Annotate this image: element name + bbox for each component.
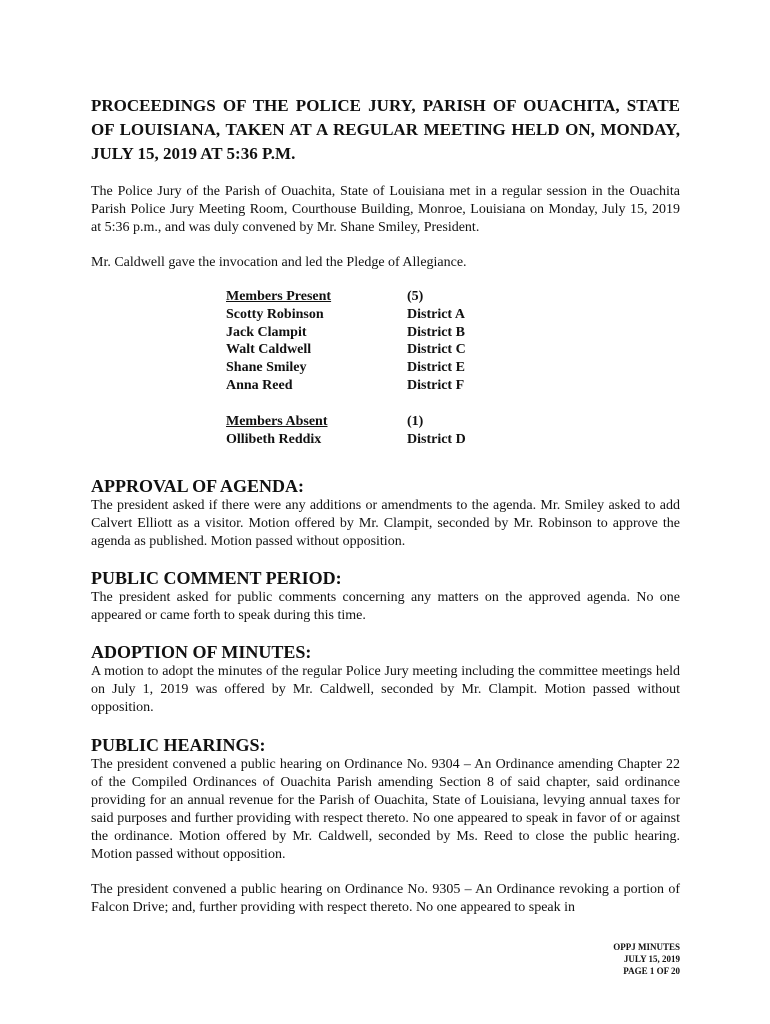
members-absent-label: Members Absent — [226, 413, 328, 429]
section-heading-public-hearings: PUBLIC HEARINGS: — [91, 735, 266, 756]
members-absent-count: (1) — [407, 413, 424, 429]
member-row — [226, 359, 680, 377]
member-name: Jack Clampit — [226, 324, 307, 340]
document-page — [91, 94, 680, 917]
section-paragraph: The president convened a public hearing on Ordinance No. 9304 – An Ordinance amending Chapter 22 of the Compiled Ordinances of Ouachita Parish amending Section 8 of said chapter, said ordinance providing for an annual revenue for the Parish of Ouachita, State of Louisiana, levying annual taxes for said purposes and further providing with respect thereto. No one appeared to speak in favor of or against the ordinance. Motion offered by Mr. Caldwell, seconded by Ms. Reed to close the public hearing. Motion passed without opposition. — [91, 757, 680, 863]
intro-paragraph: The Police Jury of the Parish of Ouachita, State of Louisiana met in a regular session in the Ouachita Parish Police Jury Meeting Room, Courthouse Building, Monroe, Louisiana on Monday, July 15, 2019 at 5:36 p.m., and was duly convened by Mr. Shane Smiley, President. — [91, 184, 680, 235]
member-district: District F — [407, 377, 465, 393]
roster-spacer — [226, 395, 680, 413]
document-title: PROCEEDINGS OF THE POLICE JURY, PARISH OF OUACHITA, STATE OF LOUISIANA, TAKEN AT A REGULAR MEETING HELD ON, MONDAY, JULY 15, 2019 AT 5:36 P.M. — [91, 96, 680, 163]
member-district: District A — [407, 306, 465, 322]
members-present-header — [226, 288, 680, 306]
members-present-count: (5) — [407, 289, 424, 304]
section-heading-approval-of-agenda: APPROVAL OF AGENDA: — [91, 476, 305, 497]
member-name: Anna Reed — [226, 377, 293, 393]
invocation-paragraph: Mr. Caldwell gave the invocation and led the Pledge of Allegiance. — [91, 255, 467, 270]
member-row — [226, 377, 680, 395]
member-roster — [226, 288, 680, 448]
footer-document-name: OPPJ MINUTES — [613, 942, 680, 952]
member-row — [226, 324, 680, 342]
member-district: District E — [407, 360, 465, 376]
member-name: Shane Smiley — [226, 360, 307, 376]
footer-date: JULY 15, 2019 — [623, 954, 680, 964]
member-name: Ollibeth Reddix — [226, 431, 322, 447]
member-district: District B — [407, 324, 465, 340]
member-row — [226, 306, 680, 324]
section-heading-adoption-of-minutes: ADOPTION OF MINUTES: — [91, 642, 312, 663]
member-row — [226, 341, 680, 359]
members-present-label: Members Present — [226, 289, 332, 304]
section-paragraph: The president asked for public comments concerning any matters on the approved agenda. No one appeared or came forth to speak during this time. — [91, 590, 680, 624]
page-footer — [613, 941, 680, 977]
member-name: Scotty Robinson — [226, 306, 324, 322]
member-district: District C — [407, 342, 466, 358]
footer-page-number: PAGE 1 OF 20 — [623, 966, 680, 976]
members-absent-header — [226, 413, 680, 431]
member-district: District D — [407, 431, 466, 447]
member-row — [226, 431, 680, 449]
section-paragraph: A motion to adopt the minutes of the regular Police Jury meeting including the committee meetings held on July 1, 2019 was offered by Mr. Caldwell, seconded by Mr. Clampit. Motion passed without opposition. — [91, 664, 680, 716]
section-paragraph: The president asked if there were any additions or amendments to the agenda. Mr. Smiley asked to add Calvert Elliott as a visitor. Motion offered by Mr. Clampit, seconded by Mr. Robinson to approve the agenda as published. Motion passed without opposition. — [91, 498, 680, 550]
section-heading-public-comment-period: PUBLIC COMMENT PERIOD: — [91, 568, 342, 589]
member-name: Walt Caldwell — [226, 342, 312, 358]
section-paragraph: The president convened a public hearing on Ordinance No. 9305 – An Ordinance revoking a portion of Falcon Drive; and, further providing with respect thereto. No one appeared to speak in — [91, 882, 680, 916]
